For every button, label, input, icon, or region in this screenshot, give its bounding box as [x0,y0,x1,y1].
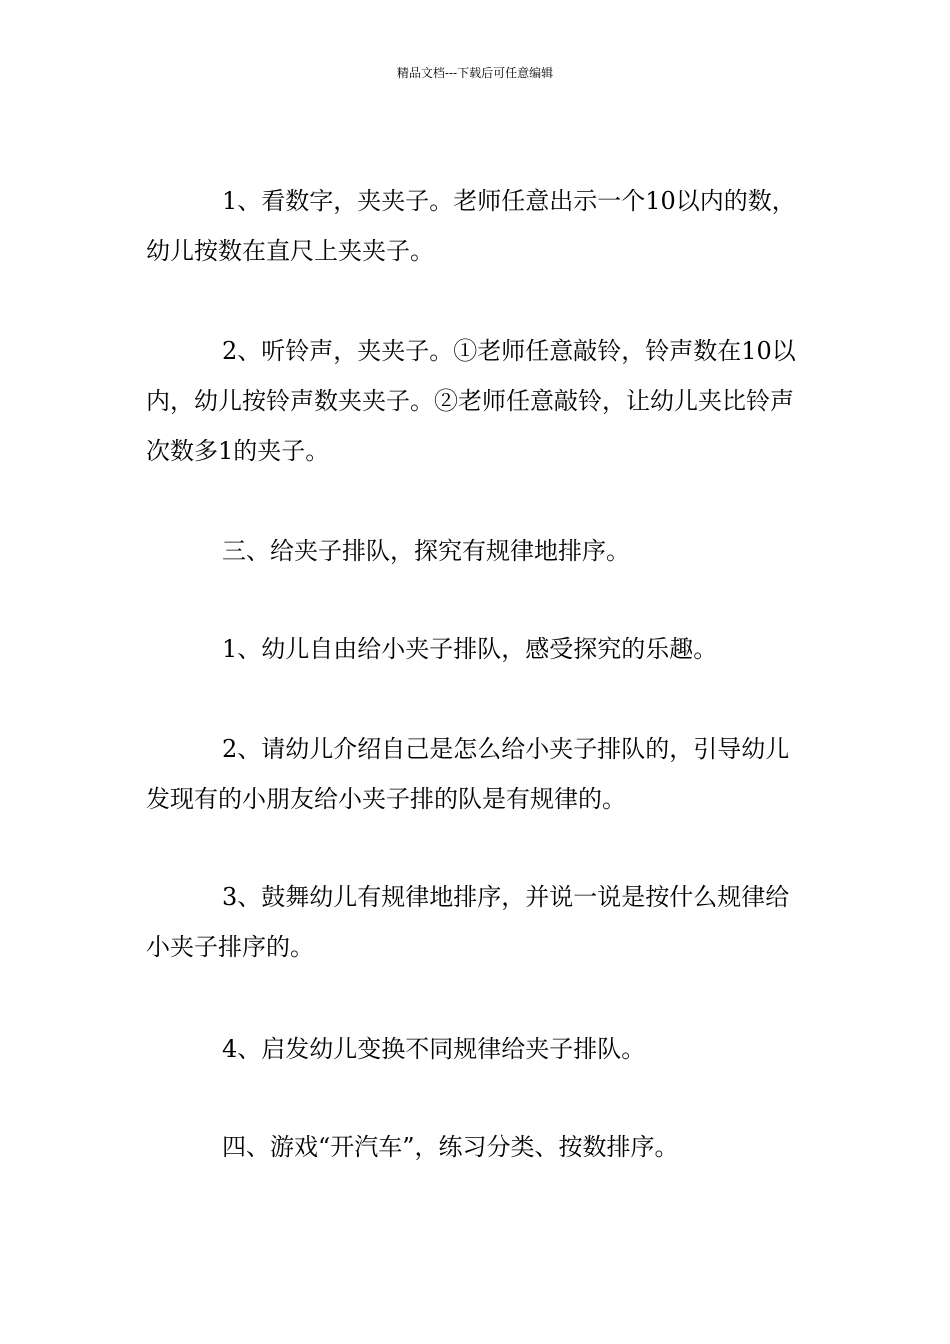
paragraph-step-2-bell: 2、听铃声，夹夹子。①老师任意敲铃，铃声数在10以内，幼儿按铃声数夹夹子。②老师任意敲铃，让幼儿夹比铃声次数多1的夹子。 [146,337,796,465]
paragraph-step-1-number: 1、看数字，夹夹子。老师任意出示一个10以内的数，幼儿按数在直尺上夹夹子。 [146,187,796,265]
paragraph-introduce-arrangement: 2、请幼儿介绍自己是怎么给小夹子排队的，引导幼儿发现有的小朋友给小夹子排的队是有规律的。 [146,735,790,813]
section-heading-four: 四、游戏“开汽车”，练习分类、按数排序。 [222,1133,679,1161]
paragraph-vary-pattern: 4、启发幼儿变换不同规律给夹子排队。 [222,1035,646,1063]
paragraph-free-arrange: 1、幼儿自由给小夹子排队，感受探究的乐趣。 [222,635,718,663]
paragraph-encourage-pattern: 3、鼓舞幼儿有规律地排序，并说一说是按什么规律给小夹子排序的。 [146,883,790,961]
page-header: 精品文档---下载后可任意编辑 [396,66,554,80]
section-heading-three: 三、给夹子排队，探究有规律地排序。 [222,537,630,565]
